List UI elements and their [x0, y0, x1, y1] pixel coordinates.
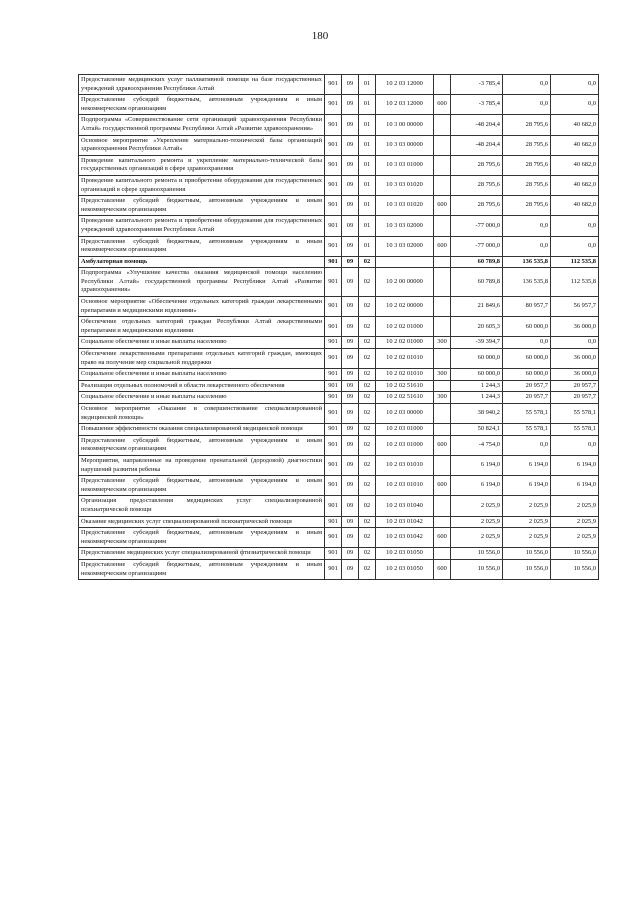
- table-row: [79, 155, 599, 175]
- target-article-cell: 10 2 03 01010: [376, 455, 434, 475]
- amount-year2-cell: 20 957,7: [503, 380, 551, 392]
- row-name-cell: Предоставление субсидий бюджетным, автономным учреждениям и иным некоммерческим организациям: [79, 559, 325, 579]
- row-name-cell: Проведение капитального ремонта и приобретение оборудования для государственных учреждений здравоохранения Республики Алтай: [79, 216, 325, 236]
- section-code-cell: 09: [342, 455, 359, 475]
- amount-year2-cell: 28 795,6: [503, 155, 551, 175]
- table-row: [79, 135, 599, 155]
- subsection-code-cell: 02: [359, 349, 376, 369]
- amount-year1-cell: -4 754,0: [451, 435, 503, 455]
- expense-type-cell: [434, 317, 451, 337]
- target-article-cell: 10 2 02 01010: [376, 349, 434, 369]
- amount-year2-cell: 136 535,8: [503, 256, 551, 268]
- expense-type-cell: [434, 424, 451, 436]
- amount-year1-cell: -48 204,4: [451, 135, 503, 155]
- expense-type-cell: 600: [434, 95, 451, 115]
- expense-type-cell: [434, 268, 451, 297]
- ministry-code-cell: 901: [325, 476, 342, 496]
- subsection-code-cell: 01: [359, 236, 376, 256]
- ministry-code-cell: 901: [325, 317, 342, 337]
- target-article-cell: [376, 256, 434, 268]
- amount-year3-cell: 55 578,1: [551, 424, 599, 436]
- target-article-cell: 10 2 03 01010: [376, 476, 434, 496]
- ministry-code-cell: 901: [325, 369, 342, 381]
- section-code-cell: 09: [342, 236, 359, 256]
- amount-year3-cell: 36 000,0: [551, 317, 599, 337]
- table-row: [79, 95, 599, 115]
- amount-year1-cell: 6 194,0: [451, 455, 503, 475]
- row-name-cell: Социальное обеспечение и иные выплаты населению: [79, 392, 325, 404]
- subsection-code-cell: 02: [359, 528, 376, 548]
- expense-type-cell: [434, 175, 451, 195]
- section-code-cell: 09: [342, 297, 359, 317]
- amount-year2-cell: 60 000,0: [503, 369, 551, 381]
- ministry-code-cell: 901: [325, 135, 342, 155]
- amount-year2-cell: 28 795,6: [503, 115, 551, 135]
- section-code-cell: 09: [342, 392, 359, 404]
- row-name-cell: Предоставление субсидий бюджетным, автономным учреждениям и иным некоммерческим организациям: [79, 95, 325, 115]
- table-row: [79, 369, 599, 381]
- target-article-cell: 10 2 03 00000: [376, 404, 434, 424]
- expense-type-cell: [434, 155, 451, 175]
- amount-year3-cell: 40 682,0: [551, 196, 599, 216]
- expense-type-cell: [434, 216, 451, 236]
- ministry-code-cell: 901: [325, 236, 342, 256]
- amount-year2-cell: 6 194,0: [503, 476, 551, 496]
- row-name-cell: Повышение эффективности оказания специализированной медицинской помощи: [79, 424, 325, 436]
- subsection-code-cell: 02: [359, 559, 376, 579]
- target-article-cell: 10 2 03 01042: [376, 516, 434, 528]
- amount-year2-cell: 136 535,8: [503, 268, 551, 297]
- amount-year1-cell: -77 000,0: [451, 216, 503, 236]
- row-name-cell: Амбулаторная помощь: [79, 256, 325, 268]
- ministry-code-cell: 901: [325, 175, 342, 195]
- section-code-cell: 09: [342, 496, 359, 516]
- target-article-cell: 10 3 03 02000: [376, 216, 434, 236]
- amount-year2-cell: 55 578,1: [503, 404, 551, 424]
- target-article-cell: 10 2 03 12000: [376, 75, 434, 95]
- amount-year3-cell: 36 000,0: [551, 349, 599, 369]
- ministry-code-cell: 901: [325, 95, 342, 115]
- row-name-cell: Проведение капитального ремонта и приобретение оборудования для государственных организаций в сфере здравоохранения: [79, 175, 325, 195]
- amount-year3-cell: 0,0: [551, 216, 599, 236]
- subsection-code-cell: 02: [359, 369, 376, 381]
- section-code-cell: 09: [342, 95, 359, 115]
- target-article-cell: 10 3 03 01020: [376, 196, 434, 216]
- expense-type-cell: [434, 256, 451, 268]
- subsection-code-cell: 02: [359, 268, 376, 297]
- expense-type-cell: 300: [434, 392, 451, 404]
- amount-year1-cell: 10 556,0: [451, 559, 503, 579]
- target-article-cell: 10 2 00 00000: [376, 268, 434, 297]
- ministry-code-cell: 901: [325, 75, 342, 95]
- subsection-code-cell: 01: [359, 196, 376, 216]
- amount-year2-cell: 6 194,0: [503, 455, 551, 475]
- row-name-cell: Предоставление субсидий бюджетным, автономным учреждениям и иным некоммерческим организациям: [79, 196, 325, 216]
- row-name-cell: Организация предоставления медицинских услуг специализированной психиатрической помощи: [79, 496, 325, 516]
- amount-year2-cell: 0,0: [503, 75, 551, 95]
- table-row: [79, 196, 599, 216]
- amount-year3-cell: 0,0: [551, 435, 599, 455]
- target-article-cell: 10 3 03 00000: [376, 135, 434, 155]
- ministry-code-cell: 901: [325, 297, 342, 317]
- subsection-code-cell: 01: [359, 115, 376, 135]
- row-name-cell: Основное мероприятие «Укрепление материально-технической базы организаций здравоохранения Республики Алтай»: [79, 135, 325, 155]
- ministry-code-cell: 901: [325, 559, 342, 579]
- expense-type-cell: 600: [434, 476, 451, 496]
- row-name-cell: Обеспечение лекарственными препаратами отдельных категорий граждан, имеющих право на получение мер социальной поддержки: [79, 349, 325, 369]
- expense-type-cell: 600: [434, 528, 451, 548]
- ministry-code-cell: 901: [325, 424, 342, 436]
- target-article-cell: 10 2 02 51610: [376, 380, 434, 392]
- amount-year3-cell: 2 025,9: [551, 496, 599, 516]
- row-name-cell: Мероприятия, направленные на проведение пренатальной (дородовой) диагностики нарушений развития ребенка: [79, 455, 325, 475]
- row-name-cell: Оказание медицинских услуг специализированной психиатрической помощи: [79, 516, 325, 528]
- amount-year1-cell: 21 849,6: [451, 297, 503, 317]
- amount-year3-cell: 20 957,7: [551, 380, 599, 392]
- target-article-cell: 10 2 02 01010: [376, 369, 434, 381]
- row-name-cell: Основное мероприятие «Оказание и совершенствование специализированной медицинской помощи»: [79, 404, 325, 424]
- ministry-code-cell: 901: [325, 155, 342, 175]
- expense-type-cell: [434, 516, 451, 528]
- row-name-cell: Подпрограмма «Улучшение качества оказания медицинской помощи населению Республики Алтай» государственной программы Республики Алтай «Развитие здравоохранения»: [79, 268, 325, 297]
- table-row: [79, 528, 599, 548]
- subsection-code-cell: 01: [359, 75, 376, 95]
- expense-type-cell: 600: [434, 559, 451, 579]
- expense-type-cell: 600: [434, 196, 451, 216]
- amount-year1-cell: 28 795,6: [451, 155, 503, 175]
- expense-type-cell: [434, 404, 451, 424]
- amount-year1-cell: 38 940,2: [451, 404, 503, 424]
- expense-type-cell: 300: [434, 369, 451, 381]
- row-name-cell: Предоставление субсидий бюджетным, автономным учреждениям и иным некоммерческим организациям: [79, 476, 325, 496]
- row-name-cell: Предоставление медицинских услуг специализированной фтизиатрической помощи: [79, 548, 325, 560]
- page-number: 180: [311, 30, 329, 42]
- amount-year3-cell: 40 682,0: [551, 115, 599, 135]
- amount-year3-cell: 112 535,8: [551, 268, 599, 297]
- target-article-cell: 10 3 03 02000: [376, 236, 434, 256]
- ministry-code-cell: 901: [325, 455, 342, 475]
- subsection-code-cell: 02: [359, 424, 376, 436]
- amount-year3-cell: 112 535,8: [551, 256, 599, 268]
- section-code-cell: 09: [342, 175, 359, 195]
- amount-year1-cell: 1 244,3: [451, 380, 503, 392]
- amount-year3-cell: 36 000,0: [551, 369, 599, 381]
- table-row: [79, 476, 599, 496]
- section-code-cell: 09: [342, 559, 359, 579]
- table-row: [79, 337, 599, 349]
- expense-type-cell: [434, 548, 451, 560]
- amount-year1-cell: 60 000,0: [451, 349, 503, 369]
- table-row: [79, 424, 599, 436]
- expense-type-cell: [434, 297, 451, 317]
- amount-year2-cell: 80 957,7: [503, 297, 551, 317]
- expense-type-cell: 600: [434, 435, 451, 455]
- row-name-cell: Обеспечение отдельных категорий граждан Республики Алтай лекарственными препаратами и медицинскими изделиями: [79, 317, 325, 337]
- expense-type-cell: [434, 135, 451, 155]
- ministry-code-cell: 901: [325, 496, 342, 516]
- table-row: [79, 75, 599, 95]
- row-name-cell: Предоставление субсидий бюджетным, автономным учреждениям и иным некоммерческим организациям: [79, 236, 325, 256]
- row-name-cell: Предоставление субсидий бюджетным, автономным учреждениям и иным некоммерческим организациям: [79, 528, 325, 548]
- amount-year1-cell: 2 025,9: [451, 516, 503, 528]
- amount-year2-cell: 28 795,6: [503, 175, 551, 195]
- target-article-cell: 10 2 03 01000: [376, 435, 434, 455]
- subsection-code-cell: 02: [359, 455, 376, 475]
- section-code-cell: 09: [342, 349, 359, 369]
- section-code-cell: 09: [342, 476, 359, 496]
- subsection-code-cell: 02: [359, 256, 376, 268]
- table-row: [79, 404, 599, 424]
- amount-year3-cell: 0,0: [551, 337, 599, 349]
- expense-type-cell: [434, 349, 451, 369]
- subsection-code-cell: 02: [359, 392, 376, 404]
- amount-year3-cell: 10 556,0: [551, 548, 599, 560]
- subsection-code-cell: 02: [359, 297, 376, 317]
- ministry-code-cell: 901: [325, 404, 342, 424]
- amount-year2-cell: 0,0: [503, 216, 551, 236]
- subsection-code-cell: 02: [359, 435, 376, 455]
- subsection-code-cell: 01: [359, 155, 376, 175]
- amount-year2-cell: 0,0: [503, 236, 551, 256]
- table-row: [79, 175, 599, 195]
- amount-year1-cell: 2 025,9: [451, 496, 503, 516]
- ministry-code-cell: 901: [325, 380, 342, 392]
- amount-year1-cell: -3 785,4: [451, 95, 503, 115]
- target-article-cell: 10 2 03 12000: [376, 95, 434, 115]
- amount-year1-cell: 60 789,8: [451, 268, 503, 297]
- subsection-code-cell: 01: [359, 175, 376, 195]
- ministry-code-cell: 901: [325, 216, 342, 236]
- table-row: [79, 256, 599, 268]
- subsection-code-cell: 02: [359, 317, 376, 337]
- table-row: [79, 297, 599, 317]
- target-article-cell: 10 2 03 01000: [376, 424, 434, 436]
- amount-year3-cell: 40 682,0: [551, 175, 599, 195]
- amount-year2-cell: 60 000,0: [503, 317, 551, 337]
- amount-year1-cell: -3 785,4: [451, 75, 503, 95]
- ministry-code-cell: 901: [325, 528, 342, 548]
- amount-year3-cell: 0,0: [551, 236, 599, 256]
- expense-type-cell: 300: [434, 337, 451, 349]
- amount-year3-cell: 2 025,9: [551, 516, 599, 528]
- table-row: [79, 216, 599, 236]
- table-row: [79, 559, 599, 579]
- amount-year3-cell: 40 682,0: [551, 135, 599, 155]
- amount-year1-cell: 1 244,3: [451, 392, 503, 404]
- amount-year3-cell: 55 578,1: [551, 404, 599, 424]
- amount-year3-cell: 0,0: [551, 75, 599, 95]
- ministry-code-cell: 901: [325, 115, 342, 135]
- section-code-cell: 09: [342, 256, 359, 268]
- row-name-cell: Основное мероприятие «Обеспечение отдельных категорий граждан лекарственными препаратами и медицинскими изделиями»: [79, 297, 325, 317]
- table-row: [79, 236, 599, 256]
- table-row: [79, 455, 599, 475]
- subsection-code-cell: 02: [359, 496, 376, 516]
- amount-year1-cell: -48 204,4: [451, 115, 503, 135]
- ministry-code-cell: 901: [325, 548, 342, 560]
- amount-year3-cell: 20 957,7: [551, 392, 599, 404]
- expense-type-cell: [434, 455, 451, 475]
- amount-year2-cell: 2 025,9: [503, 516, 551, 528]
- ministry-code-cell: 901: [325, 435, 342, 455]
- amount-year2-cell: 0,0: [503, 95, 551, 115]
- target-article-cell: 10 3 03 01000: [376, 155, 434, 175]
- section-code-cell: 09: [342, 369, 359, 381]
- table-row: [79, 115, 599, 135]
- budget-table: [78, 74, 599, 580]
- target-article-cell: 10 2 03 01042: [376, 528, 434, 548]
- subsection-code-cell: 01: [359, 216, 376, 236]
- section-code-cell: 09: [342, 196, 359, 216]
- table-row: [79, 392, 599, 404]
- amount-year1-cell: 50 824,1: [451, 424, 503, 436]
- row-name-cell: Социальное обеспечение и иные выплаты населению: [79, 369, 325, 381]
- row-name-cell: Подпрограмма «Совершенствование сети организаций здравоохранения Республики Алтай» государственной программы Республики Алтай «Развитие здравоохранения»: [79, 115, 325, 135]
- ministry-code-cell: 901: [325, 256, 342, 268]
- amount-year1-cell: -39 394,7: [451, 337, 503, 349]
- section-code-cell: 09: [342, 404, 359, 424]
- target-article-cell: 10 2 03 01050: [376, 548, 434, 560]
- amount-year2-cell: 0,0: [503, 435, 551, 455]
- ministry-code-cell: 901: [325, 196, 342, 216]
- amount-year2-cell: 20 957,7: [503, 392, 551, 404]
- amount-year2-cell: 28 795,6: [503, 135, 551, 155]
- row-name-cell: Предоставление медицинских услуг паллиативной помощи на базе государственных учреждений здравоохранения Республики Алтай: [79, 75, 325, 95]
- amount-year3-cell: 0,0: [551, 95, 599, 115]
- target-article-cell: 10 2 02 01000: [376, 317, 434, 337]
- subsection-code-cell: 02: [359, 337, 376, 349]
- section-code-cell: 09: [342, 337, 359, 349]
- table-row: [79, 268, 599, 297]
- table-row: [79, 435, 599, 455]
- amount-year1-cell: 6 194,0: [451, 476, 503, 496]
- section-code-cell: 09: [342, 135, 359, 155]
- target-article-cell: 10 2 03 01050: [376, 559, 434, 579]
- expense-type-cell: [434, 115, 451, 135]
- amount-year2-cell: 2 025,9: [503, 528, 551, 548]
- amount-year1-cell: 28 795,6: [451, 196, 503, 216]
- section-code-cell: 09: [342, 216, 359, 236]
- table-row: [79, 317, 599, 337]
- subsection-code-cell: 02: [359, 380, 376, 392]
- section-code-cell: 09: [342, 268, 359, 297]
- amount-year2-cell: 10 556,0: [503, 548, 551, 560]
- ministry-code-cell: 901: [325, 337, 342, 349]
- subsection-code-cell: 01: [359, 135, 376, 155]
- row-name-cell: Социальное обеспечение и иные выплаты населению: [79, 337, 325, 349]
- section-code-cell: 09: [342, 75, 359, 95]
- amount-year3-cell: 10 556,0: [551, 559, 599, 579]
- amount-year1-cell: 28 795,6: [451, 175, 503, 195]
- table-row: [79, 349, 599, 369]
- amount-year2-cell: 0,0: [503, 337, 551, 349]
- target-article-cell: 10 3 00 00000: [376, 115, 434, 135]
- amount-year3-cell: 6 194,0: [551, 476, 599, 496]
- amount-year3-cell: 56 957,7: [551, 297, 599, 317]
- amount-year1-cell: 60 789,8: [451, 256, 503, 268]
- amount-year1-cell: 2 025,9: [451, 528, 503, 548]
- section-code-cell: 09: [342, 528, 359, 548]
- row-name-cell: Реализация отдельных полномочий в области лекарственного обеспечения: [79, 380, 325, 392]
- subsection-code-cell: 02: [359, 516, 376, 528]
- amount-year2-cell: 28 795,6: [503, 196, 551, 216]
- amount-year1-cell: 20 605,3: [451, 317, 503, 337]
- target-article-cell: 10 2 02 00000: [376, 297, 434, 317]
- subsection-code-cell: 02: [359, 548, 376, 560]
- subsection-code-cell: 01: [359, 95, 376, 115]
- subsection-code-cell: 02: [359, 404, 376, 424]
- row-name-cell: Проведение капитального ремонта и укрепление материально-технической базы государственных организаций в сфере здравоохранения: [79, 155, 325, 175]
- amount-year1-cell: -77 000,0: [451, 236, 503, 256]
- amount-year3-cell: 40 682,0: [551, 155, 599, 175]
- expense-type-cell: [434, 496, 451, 516]
- amount-year2-cell: 10 556,0: [503, 559, 551, 579]
- amount-year2-cell: 60 000,0: [503, 349, 551, 369]
- section-code-cell: 09: [342, 516, 359, 528]
- target-article-cell: 10 3 03 01020: [376, 175, 434, 195]
- row-name-cell: Предоставление субсидий бюджетным, автономным учреждениям и иным некоммерческим организациям: [79, 435, 325, 455]
- amount-year1-cell: 10 556,0: [451, 548, 503, 560]
- section-code-cell: 09: [342, 548, 359, 560]
- section-code-cell: 09: [342, 435, 359, 455]
- ministry-code-cell: 901: [325, 268, 342, 297]
- amount-year1-cell: 60 000,0: [451, 369, 503, 381]
- amount-year2-cell: 2 025,9: [503, 496, 551, 516]
- target-article-cell: 10 2 02 01000: [376, 337, 434, 349]
- section-code-cell: 09: [342, 155, 359, 175]
- amount-year3-cell: 2 025,9: [551, 528, 599, 548]
- expense-type-cell: 600: [434, 236, 451, 256]
- section-code-cell: 09: [342, 317, 359, 337]
- amount-year3-cell: 6 194,0: [551, 455, 599, 475]
- subsection-code-cell: 02: [359, 476, 376, 496]
- ministry-code-cell: 901: [325, 392, 342, 404]
- ministry-code-cell: 901: [325, 516, 342, 528]
- table-row: [79, 380, 599, 392]
- section-code-cell: 09: [342, 380, 359, 392]
- table-row: [79, 496, 599, 516]
- table-row: [79, 516, 599, 528]
- table-body: [79, 75, 599, 580]
- ministry-code-cell: 901: [325, 349, 342, 369]
- section-code-cell: 09: [342, 424, 359, 436]
- table-row: [79, 548, 599, 560]
- amount-year2-cell: 55 578,1: [503, 424, 551, 436]
- target-article-cell: 10 2 02 51610: [376, 392, 434, 404]
- expense-type-cell: [434, 75, 451, 95]
- section-code-cell: 09: [342, 115, 359, 135]
- expense-type-cell: [434, 380, 451, 392]
- target-article-cell: 10 2 03 01040: [376, 496, 434, 516]
